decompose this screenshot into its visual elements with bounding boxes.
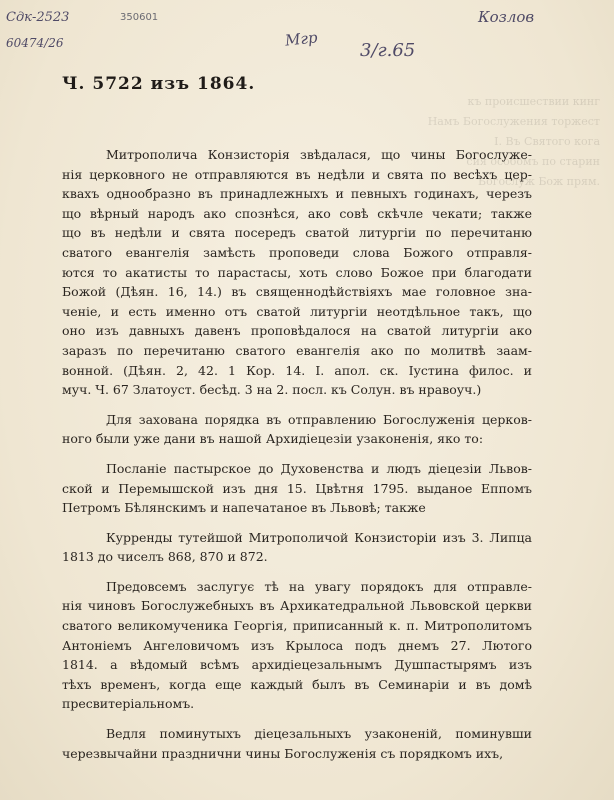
text-line: Ведля поминутыхъ діецезальныхъ узаконеній, поминувши xyxy=(106,726,532,742)
text-line: ются то акатисты то парастасы, хоть слово Божое при благодати xyxy=(62,264,532,280)
bleed-line: Намъ Богослужения торжест xyxy=(427,115,600,128)
paragraph xyxy=(62,459,532,518)
handwritten-date-note: 3/г.65 xyxy=(360,40,416,61)
text-line: 1813 до чиселъ 868, 870 и 872. xyxy=(62,549,268,565)
archive-code-note: Сдк-2523 xyxy=(6,10,70,25)
bleed-line: къ происшествии кинг xyxy=(467,95,600,108)
paragraph xyxy=(62,528,532,567)
text-line: що въ недѣли и свята посередъ сватой литургіи по перечитаню xyxy=(62,225,532,241)
text-line: муч. Ч. 67 Златоуст. бесѣд. 3 на 2. посл. къ Солун. въ нравоуч.) xyxy=(62,382,482,398)
document-title: Ч. 5722 изъ 1864. xyxy=(62,74,256,94)
text-line: заразъ по перечитаню сватого евангелія ако по молитвѣ заам- xyxy=(62,342,532,358)
text-line: оно изъ давныхъ давенъ проповѣдалося на сватой литургіи ако xyxy=(62,323,532,339)
text-line: нія чиновъ Богослужебныхъ въ Архикатедральной Львовской церкви xyxy=(62,598,532,614)
text-line: тѣхъ временъ, когда еще каждый былъ въ Семинаріи и въ домѣ xyxy=(62,676,532,692)
text-line: Божой (Дѣян. 16, 14.) въ священнодѣйствіяхъ мае головное зна- xyxy=(62,284,532,300)
text-line: Петромъ Бѣлянскимъ и напечатаное въ Львовѣ; также xyxy=(62,500,426,516)
text-line: ченіе, и есть именно отъ сватой литургіи неотдѣльное такъ, що xyxy=(62,303,532,319)
bleed-line: сия особомъ по старин xyxy=(466,155,600,168)
text-line: квахъ однообразно въ принадлежныхъ и певныхъ годинахъ, черезъ xyxy=(62,186,532,202)
text-line: Для захована порядка въ отправлению Богослуженія церков- xyxy=(106,411,532,427)
text-line: черезвычайни празднични чины Богослуженія съ порядкомъ ихъ, xyxy=(62,745,504,761)
text-line: ской и Перемышской изъ дня 15. Цвѣтня 1795. выданое Еппомъ xyxy=(62,480,532,496)
text-line: вонной. (Дѣян. 2, 42. 1 Кор. 14. І. апол. ск. Іустина филос. и xyxy=(62,362,532,378)
text-line: Предовсемъ заслугує тѣ на увагу порядокъ для отправле- xyxy=(106,578,532,594)
text-line: Митрополича Конзисторія звѣдалася, що чины Богослуже- xyxy=(106,147,532,162)
text-line: нія церковного не отправляются въ недѣли и свята по весѣхъ цер- xyxy=(62,166,532,182)
text-line: 1814. а вѣдомый всѣмъ архидіецезальнымъ Душпастырямъ изъ xyxy=(62,657,532,673)
text-line: Курренды тутейшой Митрополичой Конзисторіи изъ 3. Липца xyxy=(106,529,532,545)
bleed-line: Богослуж Бож прям. xyxy=(477,175,600,188)
handwritten-note: Мгр xyxy=(284,28,319,50)
paragraph xyxy=(62,724,532,763)
document-body xyxy=(62,145,532,773)
paragraph xyxy=(62,145,532,400)
text-line: сватого евангелія замѣсть проповеди слова Божого отправля- xyxy=(62,244,532,260)
paragraph xyxy=(62,577,532,714)
text-line: Антоніемъ Ангеловичомъ изъ Крылоса подъ днемъ 27. Лютого xyxy=(62,637,532,653)
text-line: ного были уже дани въ нашой Архидіецезіи узаконенія, яко то: xyxy=(62,431,484,447)
fond-code-note: 60474/26 xyxy=(6,36,64,50)
handwritten-name: Козлов xyxy=(478,8,535,26)
text-line: сватого великомученика Георгія, приписанный к. п. Митрополитомъ xyxy=(62,618,532,634)
text-line: що вѣрный народъ ако спознѣся, ако совѣ скѣчле чекати; также xyxy=(62,205,532,221)
text-line: пресвитеріальномъ. xyxy=(62,696,195,712)
text-line: Посланіе пастырское до Духовенства и людъ діецезіи Львов- xyxy=(106,460,532,476)
paragraph xyxy=(62,410,532,449)
bleed-line: I. Въ Святого кога xyxy=(494,135,600,148)
archive-number-stamp: 350601 xyxy=(120,12,159,23)
